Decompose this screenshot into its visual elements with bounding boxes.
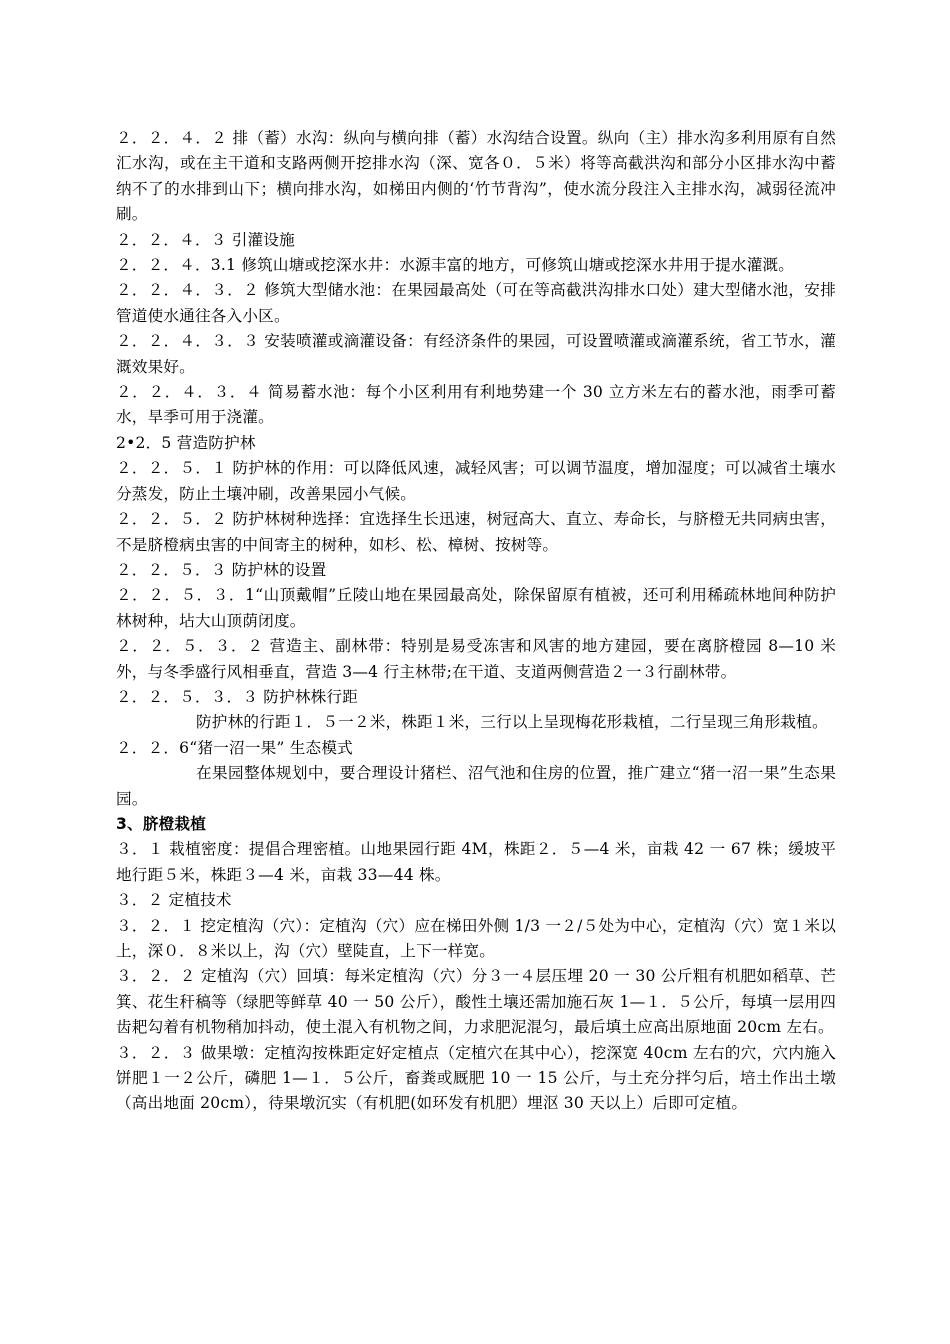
paragraph-2-2-5-2: ２．２．５．２ 防护林树种选择：宜选择生长迅速，树冠高大、直立、寿命长，与脐橙无共同病虫害，不是脐橙病虫害的中间寄主的树种，如杉、松、樟树、按树等。 <box>116 510 836 554</box>
heading-2-2-4-3: ２．２．４．３ 引灌设施 <box>116 230 295 249</box>
paragraph-2-2-5-3-1: ２．２．５．３．1“山顶戴帽”丘陵山地在果园最高处，除保留原有植被，还可利用稀疏林地间种防护林树种，坫大山顶荫闭度。 <box>116 586 836 630</box>
paragraph-3-2-2: ３．２．２ 定植沟（穴）回填：每米定植沟（穴）分３一４层压埋 20 一 30 公斤粗有机肥如稻草、芒箕、花生秆稿等（绿肥等鲜草 40 一 50 公斤），酸性土壤还需加施石灰 1—１．５公斤，每填一层用四齿耙勾着有机物稍加抖动，使土混入有机物之间，力求肥泥混匀，最后填土应高出原地面 20cm 左右。 <box>116 967 836 1037</box>
paragraph-2-2-5-3-2: ２．２．５．３．２ 营造主、副林带：特别是易受冻害和风害的地方建园，要在离脐橙园 8—10 米外，与冬季盛行风相垂直，营造 3—4 行主林带;在干道、支道两侧营造２一３行副林带。 <box>116 637 836 681</box>
heading-3-2: ３．２ 定植技术 <box>116 891 232 910</box>
heading-2-2-5: 2•2．5 营造防护林 <box>116 433 256 452</box>
paragraph-3-2-1: ３．２．１ 挖定植沟（穴）：定植沟（穴）应在梯田外侧 1/3 一２/５处为中心，定植沟（穴）宽１米以上，深０．８米以上，沟（穴）壁陡直，上下一样宽。 <box>116 916 836 960</box>
paragraph-eco-model-body: 在果园整体规划中，要合理设计猪栏、沼气池和住房的位置，推广建立“猪一沼一果”生态果园。 <box>116 764 836 808</box>
heading-2-2-6: ２．２．6“猪一沼一果” 生态模式 <box>116 738 353 757</box>
paragraph-spacing-body: 防护林的行距１．５一２米，株距１米，三行以上呈现梅花形栽植，二行呈现三角形栽植。 <box>196 713 828 732</box>
paragraph-2-2-4-3-4: ２．２．４．３．４ 简易蓄水池：每个小区利用有利地势建一个 30 立方米左右的蓄水池，雨季可蓄水，旱季可用于浇灌。 <box>116 383 836 427</box>
document-page <box>116 126 836 1117</box>
paragraph-2-2-4-2: ２．２．４．２ 排（蓄）水沟：纵向与横向排（蓄）水沟结合设置。纵向（主）排水沟多利用原有自然汇水沟，或在主干道和支路两侧开挖排水沟（深、宽各０．５米）将等高截洪沟和部分小区排水沟中蓄纳不了的水排到山下；横向排水沟，如梯田内侧的‘竹节背沟”，使水流分段注入主排水沟，减弱径流冲刷。 <box>116 129 836 224</box>
section-heading-3: 3、脐橙栽植 <box>116 814 207 833</box>
paragraph-2-2-5-1: ２．２．５．１ 防护林的作用：可以降低风速，减轻风害；可以调节温度，增加湿度；可以减省土壤水分蒸发，防止土壤冲刷，改善果园小气候。 <box>116 459 836 503</box>
paragraph-3-1: ３．１ 栽植密度：提倡合理密植。山地果园行距 4M，株距２．５—4 米，亩栽 42 一 67 株；缓坡平地行距５米，株距３—4 米，亩栽 33—44 株。 <box>116 840 836 884</box>
paragraph-2-2-4-3-2: ２．２．４．３．２ 修筑大型储水池：在果园最高处（可在等高截洪沟排水口处）建大型储水池，安排管道使水通往各入小区。 <box>116 281 836 325</box>
paragraph-2-2-4-3-1: ２．２．４．3.1 修筑山塘或挖深水井：水源丰富的地方，可修筑山塘或挖深水井用于提水灌溉。 <box>116 256 795 275</box>
paragraph-2-2-4-3-3: ２．２．４．３．３ 安装喷灌或滴灌设备：有经济条件的果园，可设置喷灌或滴灌系统，省工节水，灌溉效果好。 <box>116 332 836 376</box>
paragraph-3-2-3: ３．２．３ 做果墩：定植沟按株距定好定植点（定植穴在其中心），挖深宽 40cm 左右的穴，穴内施入饼肥１一２公斤，磷肥 1—１．５公斤，畜粪或厩肥 10 一 15 公斤，与土充分拌匀后，培土作出土墩（高出地面 20cm），待果墩沉实（有机肥(如环发有机肥）埋沤 30 天以上）后即可定植。 <box>116 1043 836 1113</box>
heading-2-2-5-3-3: ２．２．５．３．３ 防护林株行距 <box>116 687 359 706</box>
heading-2-2-5-3: ２．２．５．３ 防护林的设置 <box>116 560 327 579</box>
